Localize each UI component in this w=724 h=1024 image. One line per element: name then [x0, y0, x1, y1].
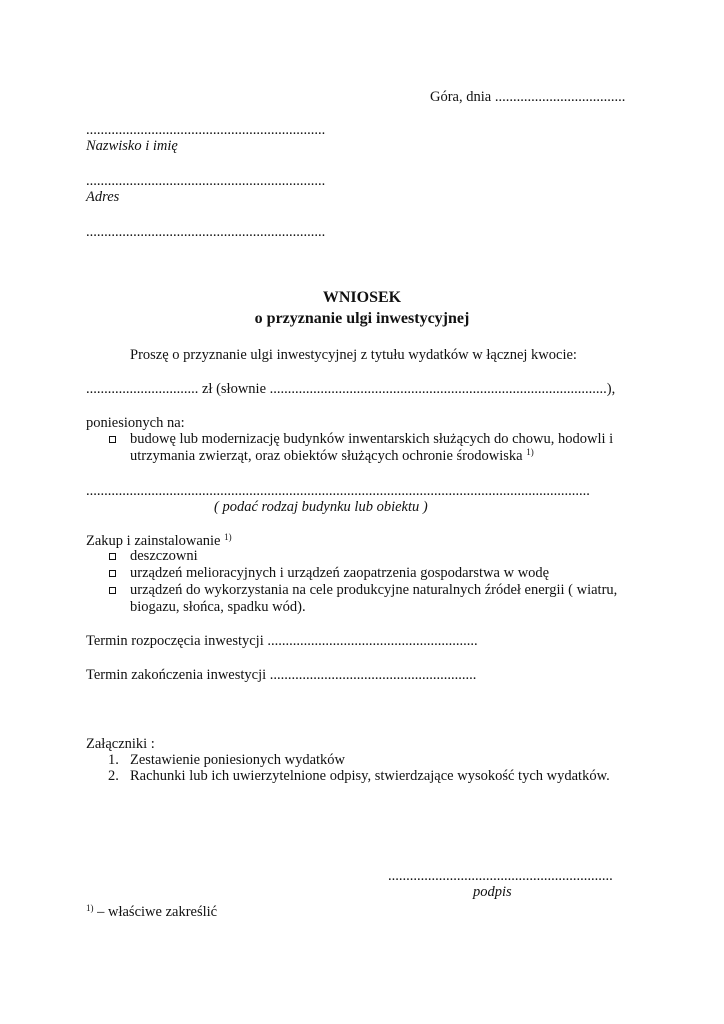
incurred-label: poniesionych na:: [86, 415, 185, 431]
building-item-line-1: budowę lub modernizację budynków inwentarskich służących do chowu, hodowli i: [130, 431, 614, 447]
place-date: Góra, dnia ....................................: [430, 89, 626, 105]
purchase-item: urządzeń melioracyjnych i urządzeń zaopatrzenia gospodarstwa w wodę: [130, 565, 550, 581]
footnote-mark: 1): [86, 903, 94, 913]
building-type-line: ...........................................................................................................................................: [86, 483, 590, 499]
footnote-text: – właściwe zakreślić: [93, 904, 218, 920]
purchase-item: urządzeń do wykorzystania na cele produkcyjne naturalnych źródeł energii ( wiatru,: [130, 582, 618, 598]
signature-label: podpis: [473, 884, 512, 900]
document-subtitle: o przyznanie ulgi inwestycyjnej: [254, 310, 470, 327]
footnote: [86, 903, 217, 921]
address-line-1: ..................................................................: [86, 173, 326, 189]
purchase-item: deszczowni: [130, 548, 198, 564]
amount-line: ............................... zł (słownie .............................................................................................),: [86, 381, 616, 397]
signature-line: ..............................................................: [388, 868, 613, 884]
building-type-hint: ( podać rodzaj budynku lub obiektu ): [214, 499, 428, 515]
attachment-number: 2.: [108, 768, 119, 784]
purchase-label: Zakup i zainstalowanie: [86, 533, 221, 549]
footnote-ref: 1): [526, 447, 534, 457]
checkbox-sprinkler[interactable]: [109, 553, 116, 560]
attachment-number: 1.: [108, 752, 119, 768]
name-label: Nazwisko i imię: [86, 138, 178, 154]
attachments-label: Załączniki :: [86, 736, 155, 752]
address-line-2: ..................................................................: [86, 224, 326, 240]
attachment-text: Zestawienie poniesionych wydatków: [130, 752, 346, 768]
attachment-text: Rachunki lub ich uwierzytelnione odpisy, stwierdzające wysokość tych wydatków.: [130, 768, 610, 784]
building-item-text: utrzymania zwierząt, oraz obiektów służących ochronie środowiska: [130, 448, 523, 464]
checkbox-melioration[interactable]: [109, 570, 116, 577]
end-term: Termin zakończenia inwestycji .........................................................: [86, 667, 477, 683]
checkbox-building[interactable]: [109, 436, 116, 443]
checkbox-energy[interactable]: [109, 587, 116, 594]
purchase-item-continued: biogazu, słońca, spadku wód).: [130, 599, 306, 615]
document-title: WNIOSEK: [322, 289, 402, 306]
start-term: Termin rozpoczęcia inwestycji ..........................................................: [86, 633, 478, 649]
name-line: ..................................................................: [86, 122, 326, 138]
address-label: Adres: [86, 189, 120, 205]
building-item-line-2: [130, 447, 534, 465]
request-text: Proszę o przyznanie ulgi inwestycyjnej z tytułu wydatków w łącznej kwocie:: [130, 347, 577, 363]
footnote-ref: 1): [224, 532, 232, 542]
